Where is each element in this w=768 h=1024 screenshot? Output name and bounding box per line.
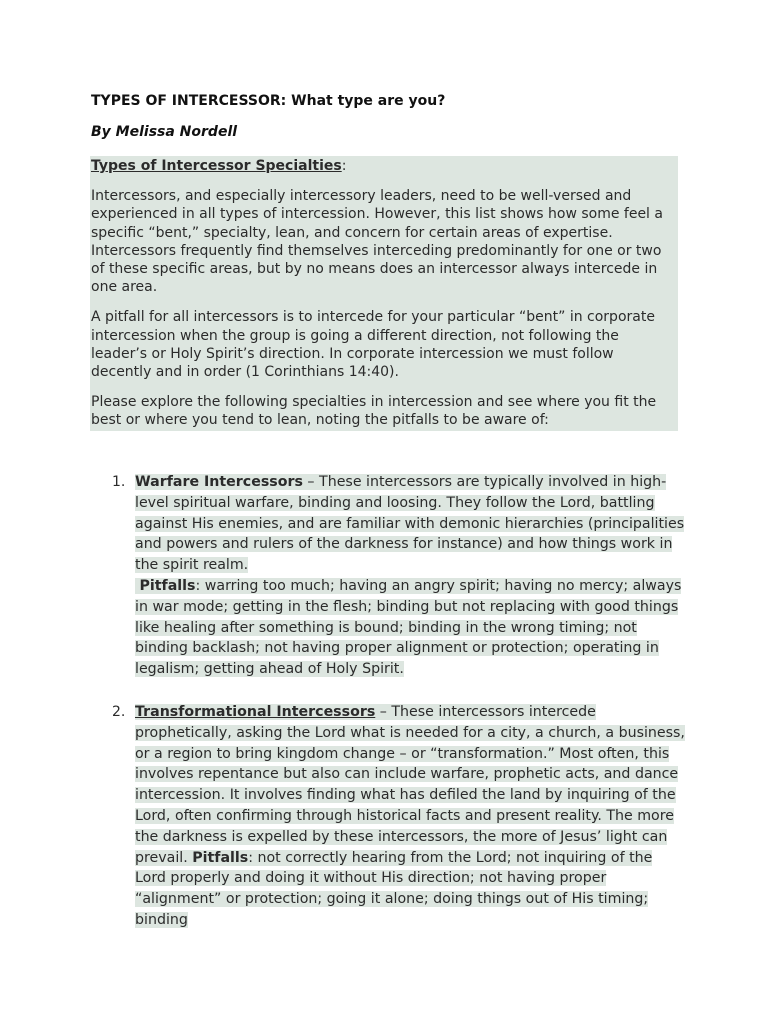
list-item-text (135, 702, 685, 931)
list-item-number: 1. (112, 474, 126, 490)
document-title: TYPES OF INTERCESSOR: What type are you? (91, 93, 446, 109)
intro-heading: Types of Intercessor Specialties (91, 158, 342, 174)
pitfalls-text: : not correctly hearing from the Lord; not inquiring of the Lord properly and doing it without His direction; not having proper “alignment” or protection; going it alone; doing things out of His timing; binding (135, 849, 653, 928)
document-author: By Melissa Nordell (91, 124, 238, 140)
pitfalls-text: : warring too much; having an angry spirit; having no mercy; always in war mode; getting in the flesh; binding but not replacing with good things like healing after something is bound; binding in the wrong timing; not binding backlash; not having proper alignment or protection; operating in legalism; getting ahead of Holy Spirit. (135, 577, 682, 678)
specialty-name: Warfare Intercessors (135, 474, 303, 490)
intro-paragraph: A pitfall for all intercessors is to intercede for your particular “bent” in corporate intercession when the group is going a different direction, not following the leader’s or Holy Spirit’s direction. In corporate intercession we must follow decently and in order (1 Corinthians 14:40). (91, 309, 655, 381)
pitfalls-label: Pitfalls (139, 577, 196, 594)
specialty-name: Transformational Intercessors (135, 704, 376, 720)
pitfalls-label: Pitfalls (192, 849, 249, 866)
intro-box (90, 156, 678, 431)
intro-heading-colon: : (341, 158, 347, 174)
intro-paragraph: Please explore the following specialties in intercession and see where you fit the best or where you tend to lean, noting the pitfalls to be aware of: (91, 394, 657, 429)
list-item-text (135, 472, 685, 680)
intro-paragraph: Intercessors, and especially intercessory leaders, need to be well-versed and experienced in all types of intercession. However, this list shows how some feel a specific “bent,” specialty, lean, and concern for certain areas of expertise. Intercessors frequently find themselves interceding predominantly for one or two of these specific areas, but by no means does an intercessor always intercede in one area. (91, 188, 663, 296)
list-item-number: 2. (112, 704, 126, 720)
specialty-description: – These intercessors intercede prophetically, asking the Lord what is needed for a city, a church, a business, or a region to bring kingdom change – or “transformation.” Most often, this involves repentance but also can include warfare, prophetic acts, and dance intercession. It involves finding what has defiled the land by inquiring of the Lord, often confirming through historical facts and present reality. The more the darkness is expelled by these intercessors, the more of Jesus’ light can prevail. (135, 704, 685, 866)
intro-heading-line (90, 156, 678, 175)
specialty-description: – These intercessors are typically involved in high-level spiritual warfare, binding and loosing. They follow the Lord, battling against His enemies, and are familiar with demonic hierarchies (principalities and powers and rulers of the darkness for instance) and how things work in the spirit realm. (135, 474, 685, 574)
